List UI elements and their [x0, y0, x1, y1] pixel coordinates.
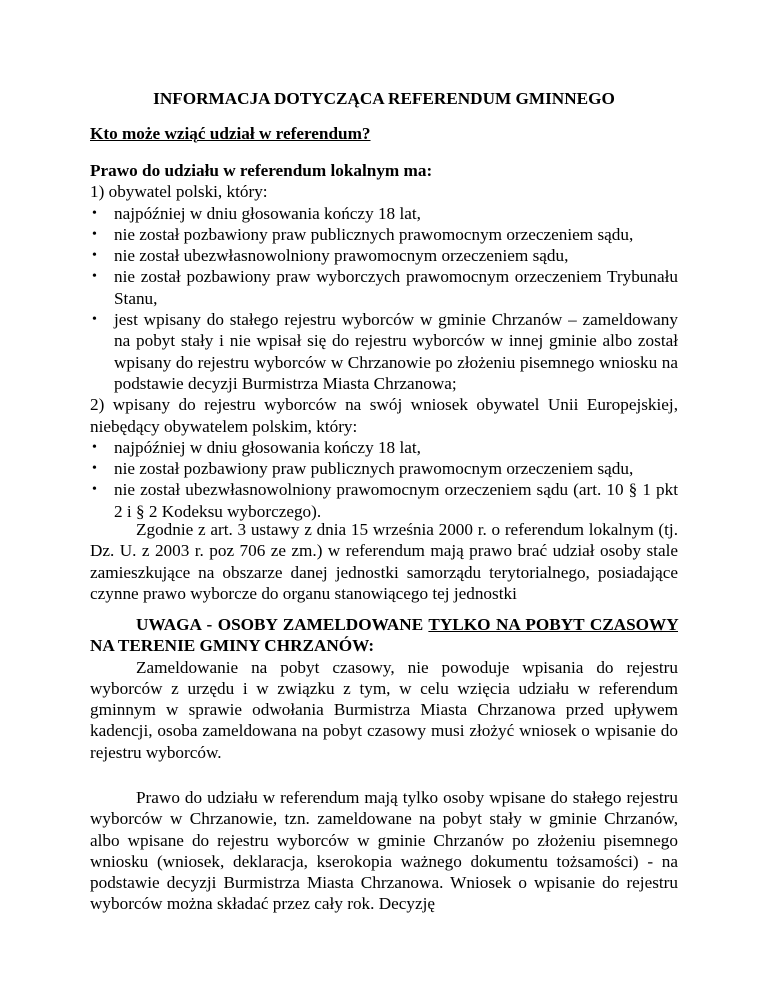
group1-item: • nie został pozbawiony praw wyborczych prawomocnym orzeczeniem Trybunału Stanu, [90, 266, 678, 309]
group1-item: • nie został ubezwłasnowolniony prawomocnym orzeczeniem sądu, [90, 245, 678, 266]
group2-item: • najpóźniej w dniu głosowania kończy 18 lat, [90, 437, 678, 458]
warning-part2: TYLKO NA POBYT CZASOWY [428, 615, 679, 634]
temporary-paragraph: Zameldowanie na pobyt czasowy, nie powoduje wpisania do rejestru wyborców z urzędu i w związku z tym, w celu wzięcia udziału w referendum gminnym w sprawie odwołania Burmistrza Miasta Chrzanowa przed upływem kadencji, osoba zameldowana na pobyt czasowy musi złożyć wniosek o wpisanie do rejestru wyborców. [90, 657, 678, 762]
law-paragraph: Zgodnie z art. 3 ustawy z dnia 15 września 2000 r. o referendum lokalnym (tj. Dz. U. z 2003 r. poz 706 ze zm.) w referendum mają prawo brać udział osoby stale zamieszkujące na obszarze danej jednostki samorządu terytorialnego, posiadające czynne prawo wyborcze do organu stanowiącego tej jednostki [90, 520, 678, 603]
final-section [90, 787, 678, 915]
group1-item: • nie został pozbawiony praw publicznych prawomocnym orzeczeniem sądu, [90, 224, 678, 245]
warning-heading [90, 614, 678, 657]
eligibility-section [90, 160, 678, 522]
intro-heading: Prawo do udziału w referendum lokalnym ma: [90, 161, 433, 180]
group1-item: • najpóźniej w dniu głosowania kończy 18 lat, [90, 203, 678, 224]
group2-heading: 2) wpisany do rejestru wyborców na swój wniosek obywatel Unii Europejskiej, niebędący obywatelem polskim, który: [90, 395, 678, 436]
law-section [90, 519, 678, 604]
final-paragraph: Prawo do udziału w referendum mają tylko osoby wpisane do stałego rejestru wyborców w Chrzanowie, tzn. zameldowane na pobyt stały w gminie Chrzanów, albo wpisane do rejestru wyborców w gminie Chrzanów po złożeniu pisemnego wniosku (wniosek, deklaracja, kserokopia ważnego dokumentu tożsamości) - na podstawie decyzji Burmistrza Miasta Chrzanowa. Wniosek o wpisanie do rejestru wyborców można składać przez cały rok. Decyzję [90, 788, 678, 914]
group1-heading: 1) obywatel polski, który: [90, 182, 268, 202]
warning-section [90, 614, 678, 763]
document-title: INFORMACJA DOTYCZĄCA REFERENDUM GMINNEGO [153, 89, 615, 108]
group1-item: • jest wpisany do stałego rejestru wyborców w gminie Chrzanów – zameldowany na pobyt stały i nie wpisał się do rejestru wyborców w innej gminie albo został wpisany do rejestru wyborców w Chrzanowie po złożeniu pisemnego wniosku na podstawie decyzji Burmistrza Miasta Chrzanowa; [90, 309, 678, 394]
group2-item: • nie został ubezwłasnowolniony prawomocnym orzeczeniem sądu (art. 10 § 1 pkt 2 i § 2 Kodeksu wyborczego). [90, 479, 678, 522]
warning-part3: NA TERENIE GMINY CHRZANÓW: [90, 636, 375, 656]
warning-part1: UWAGA - OSOBY ZAMELDOWANE [136, 615, 429, 634]
question-heading: Kto może wziąć udział w referendum? [90, 124, 371, 143]
group2-item: • nie został pozbawiony praw publicznych prawomocnym orzeczeniem sądu, [90, 458, 678, 479]
